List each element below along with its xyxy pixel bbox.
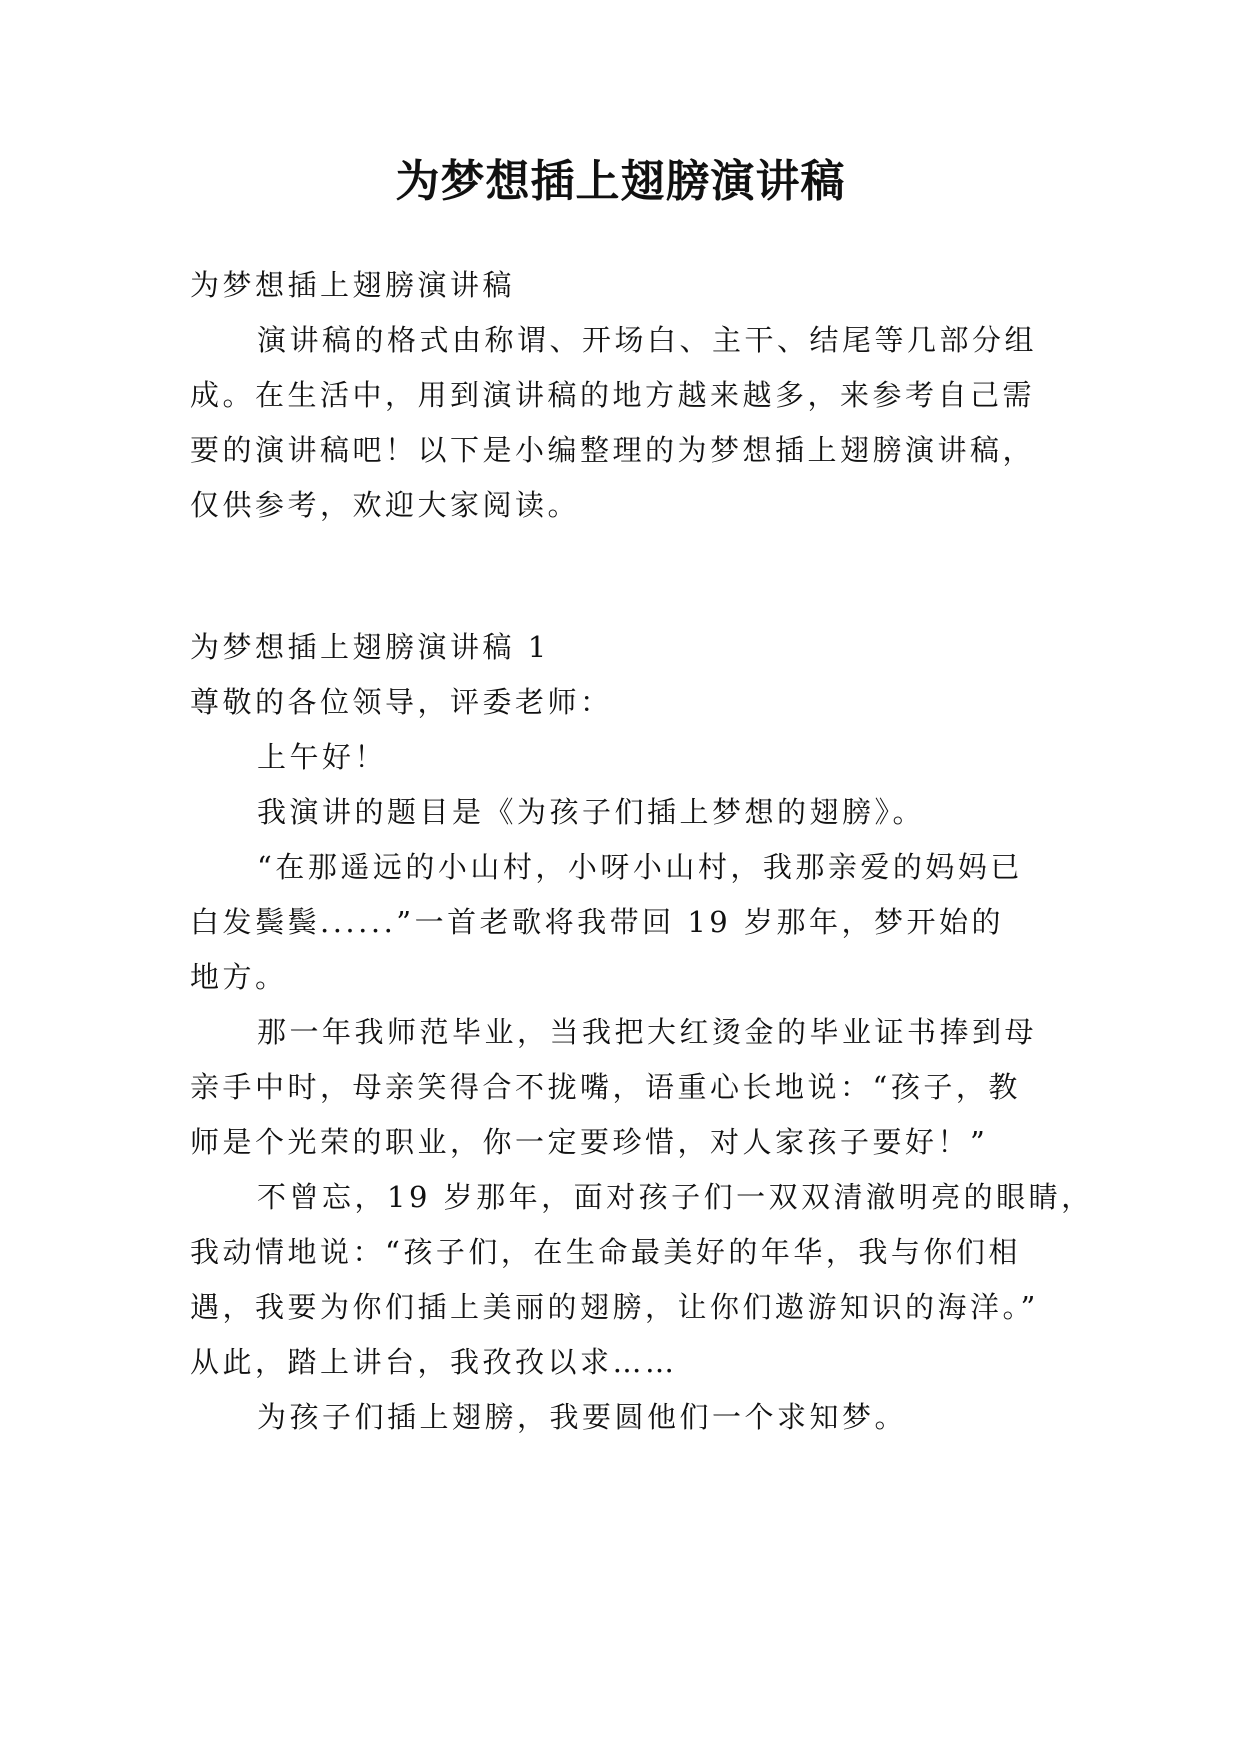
paragraph-line: 不曾忘，19 岁那年，面对孩子们一双双清澈明亮的眼睛， (257, 1180, 1094, 1214)
salutation: 尊敬的各位领导，评委老师： (190, 685, 613, 719)
document-title: 为梦想插上翅膀演讲稿 (395, 156, 846, 207)
paragraph-line: 为孩子们插上翅膀，我要圆他们一个求知梦。 (257, 1400, 908, 1434)
paragraph-line: “在那遥远的小山村，小呀小山村，我那亲爱的妈妈已 (257, 850, 1023, 884)
intro-line: 成。在生活中，用到演讲稿的地方越来越多，来参考自己需 (190, 378, 1036, 412)
section-heading: 为梦想插上翅膀演讲稿 1 (190, 630, 550, 664)
paragraph-line: 白发鬓鬓......”一首老歌将我带回 19 岁那年，梦开始的 (190, 905, 1004, 939)
paragraph-line: 亲手中时，母亲笑得合不拢嘴，语重心长地说：“孩子，教 (190, 1070, 1021, 1104)
paragraph-line: 地方。 (190, 960, 288, 994)
speech-title-line: 我演讲的题目是《为孩子们插上梦想的翅膀》。 (257, 795, 926, 829)
intro-section (190, 258, 1070, 533)
intro-line: 演讲稿的格式由称谓、开场白、主干、结尾等几部分组 (257, 323, 1038, 357)
paragraph-line: 师是个光荣的职业，你一定要珍惜，对人家孩子要好！” (190, 1125, 989, 1159)
paragraph-line: 从此，踏上讲台，我孜孜以求…… (190, 1345, 678, 1379)
paragraph-line: 那一年我师范毕业，当我把大红烫金的毕业证书捧到母 (257, 1015, 1038, 1049)
paragraph-line: 我动情地说：“孩子们，在生命最美好的年华，我与你们相 (190, 1235, 1021, 1269)
speech-section-1 (190, 620, 1094, 1445)
intro-line: 仅供参考，欢迎大家阅读。 (190, 488, 581, 522)
intro-line: 要的演讲稿吧！以下是小编整理的为梦想插上翅膀演讲稿， (190, 433, 1036, 467)
greeting: 上午好！ (257, 740, 388, 774)
paragraph-line: 遇，我要为你们插上美丽的翅膀，让你们遨游知识的海洋。” (190, 1290, 1039, 1324)
intro-heading: 为梦想插上翅膀演讲稿 (190, 268, 516, 302)
